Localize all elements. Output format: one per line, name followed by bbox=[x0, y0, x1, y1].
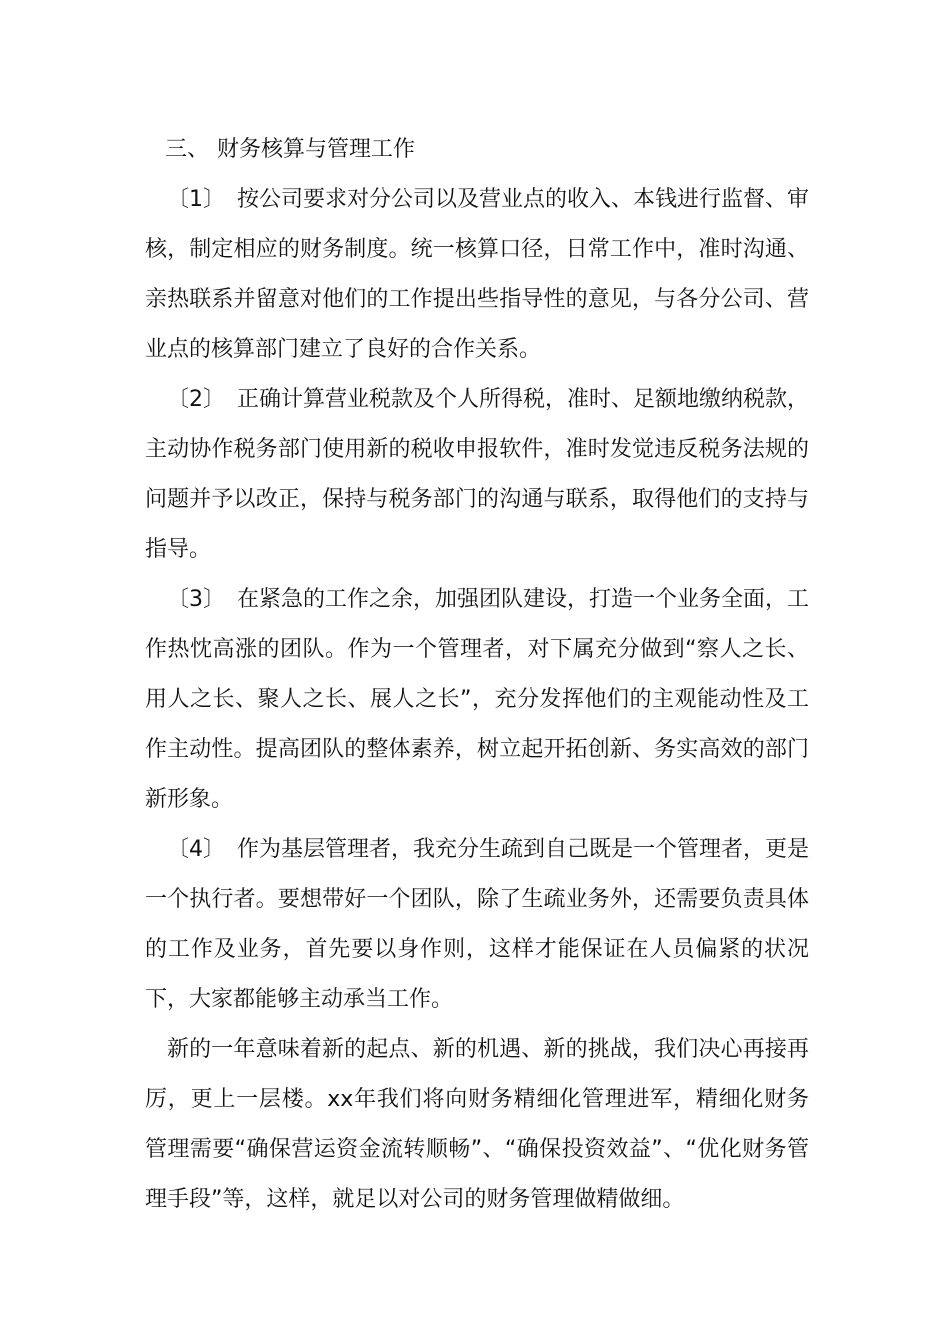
paragraph-text: 新的一年意味着新的起点、新的机遇、新的挑战，我们决心再接再厉，更上一层楼。xx年我们将向财务精细化管理进军，精细化财务管理需要“确保营运资金流转顺畅”、“确保投资效益”、“优化财务管理手段”等，这样，就足以对公司的财务管理做精做细。 bbox=[145, 1037, 809, 1212]
paragraph-2 bbox=[145, 375, 809, 575]
paragraph-text: 作为基层管理者，我充分生疏到自己既是一个管理者，更是一个执行者。要想带好一个团队，除了生疏业务外，还需要负责具体的工作及业务，首先要以身作则，这样才能保证在人员偏紧的状况下，大家都能够主动承当工作。 bbox=[145, 837, 810, 1012]
paragraph-4 bbox=[145, 825, 809, 1025]
paragraph-1 bbox=[145, 175, 809, 375]
paragraph-text: 正确计算营业税款及个人所得税，准时、足额地缴纳税款，主动协作税务部门使用新的税收申报软件，准时发觉违反税务法规的问题并予以改正，保持与税务部门的沟通与联系，取得他们的支持与指导。 bbox=[145, 387, 810, 562]
section-title: 财务核算与管理工作 bbox=[217, 137, 416, 162]
section-heading bbox=[165, 125, 805, 175]
paragraph-3 bbox=[145, 575, 809, 825]
paragraph-marker: 〔1〕 bbox=[167, 187, 225, 212]
paragraph-text: 在紧急的工作之余，加强团队建设，打造一个业务全面，工作热忱高涨的团队。作为一个管理者，对下属充分做到“察人之长、用人之长、聚人之长、展人之长”，充分发挥他们的主观能动性及工作主动性。提高团队的整体素养，树立起开拓创新、务实高效的部门新形象。 bbox=[145, 587, 810, 812]
paragraph-text: 按公司要求对分公司以及营业点的收入、本钱进行监督、审核，制定相应的财务制度。统一核算口径，日常工作中，准时沟通、亲热联系并留意对他们的工作提出些指导性的意见，与各分公司、营业点的核算部门建立了良好的合作关系。 bbox=[145, 187, 810, 362]
paragraph-marker: 〔3〕 bbox=[167, 587, 225, 612]
paragraph-marker: 〔2〕 bbox=[167, 387, 225, 412]
paragraph-marker: 〔4〕 bbox=[167, 837, 225, 862]
section-number: 三、 bbox=[165, 137, 210, 162]
paragraph-5 bbox=[145, 1025, 809, 1225]
